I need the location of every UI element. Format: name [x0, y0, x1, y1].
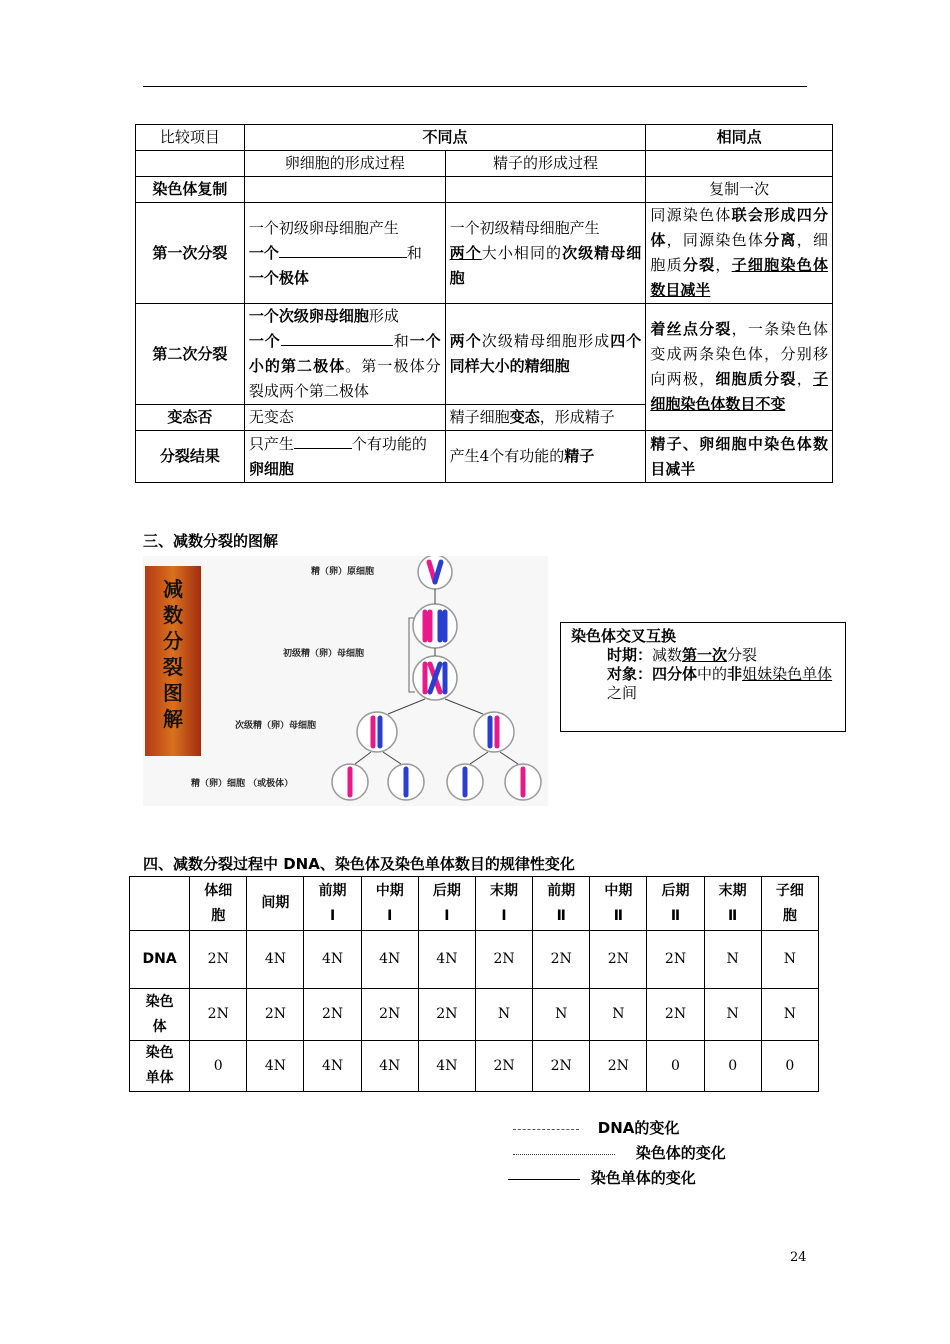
header-similarities: 相同点 [646, 125, 833, 151]
count-cell: 0 [761, 1041, 818, 1092]
empty-cell [646, 151, 833, 177]
count-cell: 2N [533, 931, 590, 989]
comparison-table [135, 124, 833, 483]
count-cell: N [590, 989, 647, 1041]
header-differences: 不同点 [244, 125, 646, 151]
legend-chromosome-line [513, 1154, 615, 1155]
banner-char: 图 [163, 681, 183, 705]
legend-chromosome: 染色体的变化 [513, 1142, 726, 1163]
count-cell: 2N [475, 931, 532, 989]
count-cell: 4N [247, 931, 304, 989]
count-cell: 4N [304, 1041, 361, 1092]
row-label: 染色 体 [130, 989, 190, 1041]
col-header: 子细 胞 [761, 877, 818, 931]
label-primary-cell: 初级精（卵）母细胞 [283, 649, 365, 659]
count-cell: N [533, 989, 590, 1041]
label-secondary-cell: 次级精（卵）母细胞 [235, 721, 317, 731]
count-cell: 2N [647, 931, 704, 989]
empty-cell [244, 177, 445, 203]
crossover-object: 对象：四分体中的非姐妹染色单体之间 [607, 665, 833, 702]
header-compare-item: 比较项目 [136, 125, 245, 151]
count-cell: 2N [533, 1041, 590, 1092]
count-cell: N [704, 931, 761, 989]
count-cell: N [761, 989, 818, 1041]
col-header: 中期 Ⅱ [590, 877, 647, 931]
count-cell: 2N [190, 931, 247, 989]
count-cell: 4N [418, 1041, 475, 1092]
row-label-result: 分裂结果 [136, 431, 245, 483]
row-label: 染色 单体 [130, 1041, 190, 1092]
empty-cell [130, 877, 190, 931]
count-cell: 4N [361, 1041, 418, 1092]
row-label-metamorphosis: 变态否 [136, 405, 245, 431]
same-second-division: 着丝点分裂，一条染色体变成两条染色体，分别移向两极，细胞质分裂，子细胞染色体数目不变 [646, 304, 833, 431]
count-cell: N [761, 931, 818, 989]
egg-second-division: 一个次级卵母细胞形成 一个 和一个小的第二极体。第一极体分裂成两个第二极体 [244, 304, 445, 405]
row-label: DNA [130, 931, 190, 989]
meiosis-diagram-graphic [143, 556, 548, 806]
label-final-cell: 精（卵）细胞 （或极体） [191, 779, 294, 789]
section3-title: 三、减数分裂的图解 [143, 532, 279, 550]
egg-result: 只产生 个有功能的 卵细胞 [244, 431, 445, 483]
col-header: 末期 Ⅰ [475, 877, 532, 931]
legend-chromatid: 染色单体的变化 [508, 1167, 696, 1188]
legend-dna: DNA的变化 [513, 1117, 679, 1138]
sperm-metamorphosis: 精子细胞变态，形成精子 [445, 405, 646, 431]
banner-char: 分 [163, 629, 183, 653]
count-cell: N [475, 989, 532, 1041]
col-header: 末期 Ⅱ [704, 877, 761, 931]
page-number: 24 [790, 1250, 807, 1265]
row-label-second-division: 第二次分裂 [136, 304, 245, 405]
meiosis-diagram [143, 556, 548, 806]
sperm-first-division: 一个初级精母细胞产生 两个大小相同的次级精母细胞 [445, 203, 646, 304]
label-origin-cell: 精（卵）原细胞 [311, 567, 375, 577]
section4-title: 四、减数分裂过程中 DNA、染色体及染色单体数目的规律性变化 [143, 855, 575, 873]
banner-char: 减 [163, 577, 183, 601]
sperm-second-division: 两个次级精母细胞形成四个同样大小的精细胞 [445, 304, 646, 405]
row-label-replication: 染色体复制 [136, 177, 245, 203]
col-header: 后期 Ⅰ [418, 877, 475, 931]
count-cell: N [704, 989, 761, 1041]
subheader-sperm: 精子的形成过程 [445, 151, 646, 177]
count-cell: 0 [704, 1041, 761, 1092]
banner-char: 解 [163, 707, 183, 731]
crossover-box [560, 622, 846, 732]
count-cell: 2N [304, 989, 361, 1041]
banner-char: 裂 [163, 655, 183, 679]
count-cell: 2N [418, 989, 475, 1041]
header-rule [143, 86, 807, 87]
sperm-result: 产生4个有功能的精子 [445, 431, 646, 483]
same-replication: 复制一次 [646, 177, 833, 203]
count-cell: 2N [647, 989, 704, 1041]
count-cell: 2N [361, 989, 418, 1041]
same-first-division: 同源染色体联会形成四分体，同源染色体分离，细胞质分裂，子细胞染色体数目减半 [646, 203, 833, 304]
count-cell: 4N [247, 1041, 304, 1092]
col-header: 体细 胞 [190, 877, 247, 931]
empty-cell [445, 177, 646, 203]
count-cell: 2N [475, 1041, 532, 1092]
count-cell: 0 [190, 1041, 247, 1092]
banner-char: 数 [163, 603, 183, 627]
row-label-first-division: 第一次分裂 [136, 203, 245, 304]
count-cell: 2N [190, 989, 247, 1041]
count-cell: 0 [647, 1041, 704, 1092]
count-cell: 4N [304, 931, 361, 989]
col-header: 后期 Ⅱ [647, 877, 704, 931]
count-cell: 2N [247, 989, 304, 1041]
col-header: 前期 Ⅰ [304, 877, 361, 931]
empty-cell [136, 151, 245, 177]
col-header: 间期 [247, 877, 304, 931]
count-table [129, 876, 819, 1092]
egg-first-division: 一个初级卵母细胞产生 一个 和 一个极体 [244, 203, 445, 304]
legend-chromatid-line [508, 1179, 580, 1180]
count-cell: 2N [590, 1041, 647, 1092]
col-header: 中期 Ⅰ [361, 877, 418, 931]
col-header: 前期 Ⅱ [533, 877, 590, 931]
legend-dna-line [513, 1129, 579, 1130]
count-cell: 4N [418, 931, 475, 989]
crossover-title: 染色体交叉互换 [571, 627, 677, 645]
count-cell: 4N [361, 931, 418, 989]
egg-metamorphosis: 无变态 [244, 405, 445, 431]
subheader-egg: 卵细胞的形成过程 [244, 151, 445, 177]
crossover-period: 时期：减数第一次分裂 [607, 646, 758, 664]
same-result: 精子、卵细胞中染色体数目减半 [646, 431, 833, 483]
count-cell: 2N [590, 931, 647, 989]
